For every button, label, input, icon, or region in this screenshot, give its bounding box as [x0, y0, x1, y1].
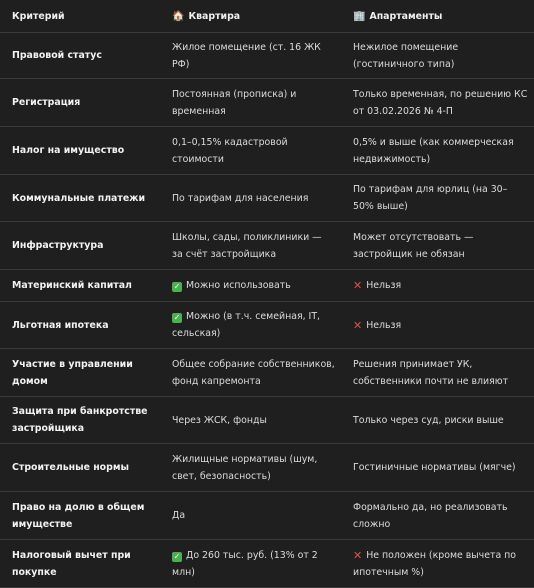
apartments-cell-text: Нельзя: [366, 280, 402, 291]
table-body: [0, 33, 534, 588]
apartment-cell: [160, 33, 341, 79]
apartment-cell: [160, 270, 341, 302]
criterion-cell: Участие в управлении домом: [0, 349, 160, 397]
apartments-cell: [341, 79, 534, 127]
apartment-cell: [160, 492, 341, 540]
criterion-cell: Коммунальные платежи: [0, 175, 160, 222]
apartment-cell: [160, 222, 341, 270]
apartment-cell: [160, 127, 341, 175]
apartments-cell: [341, 349, 534, 397]
header-apartments-label: Апартаменты: [369, 10, 443, 22]
apartments-cell: [341, 127, 534, 175]
criterion-cell: Льготная ипотека: [0, 302, 160, 349]
table-row: [0, 444, 534, 492]
apartment-cell: [160, 444, 341, 492]
apartment-cell-text: По тарифам для населения: [172, 192, 309, 204]
apartment-cell-text: Можно (в т.ч. семейная, IT, сельская): [172, 311, 321, 339]
apartments-cell-text: Только через суд, риски выше: [353, 414, 504, 426]
header-criterion: Критерий: [0, 0, 160, 33]
table-row: [0, 349, 534, 397]
check-icon: ✓: [173, 282, 181, 291]
apartments-cell: [341, 397, 534, 444]
apartments-cell-text: Гостиничные нормативы (мягче): [353, 462, 516, 473]
table-row: [0, 222, 534, 270]
apartment-cell-text: Можно использовать: [186, 280, 291, 291]
criterion-cell: Регистрация: [0, 79, 160, 127]
criterion-cell: Налог на имущество: [0, 127, 160, 175]
apartments-cell-text: Решения принимает УК, собственники почти не влияют: [353, 358, 509, 387]
criterion-cell: Строительные нормы: [0, 444, 160, 492]
apartment-cell: [160, 540, 341, 588]
apartments-cell: [341, 33, 534, 79]
check-icon: ✓: [173, 551, 181, 561]
criterion-cell: Правовой статус: [0, 33, 160, 79]
table-row: [0, 270, 534, 302]
table-row: [0, 540, 534, 588]
header-apartment: [160, 0, 341, 33]
apartments-cell: [341, 175, 534, 222]
apartment-cell-text: Школы, сады, поликлиники — за счёт застройщика: [172, 231, 322, 260]
apartment-cell-text: Постоянная (прописка) и временная: [172, 88, 297, 117]
apartments-cell-text: Формально да, но реализовать сложно: [353, 501, 508, 530]
table-row: [0, 492, 534, 540]
apartment-cell: [160, 397, 341, 444]
apartment-cell: [160, 79, 341, 127]
criterion-cell: Защита при банкротстве застройщика: [0, 397, 160, 444]
apartments-cell: [341, 540, 534, 588]
apartments-cell-text: 0,5% и выше (как коммерческая недвижимость): [353, 136, 514, 165]
criterion-cell: Налоговый вычет при покупке: [0, 540, 160, 588]
cross-icon: ✕: [353, 548, 363, 562]
apartments-cell-text: Только временная, по решению КС от 03.02.2026 № 4-П: [353, 88, 528, 117]
criterion-cell: Право на долю в общем имуществе: [0, 492, 160, 540]
cross-icon: ✕: [353, 279, 363, 292]
apartments-cell: [341, 492, 534, 540]
apartment-cell: [160, 175, 341, 222]
table-row: [0, 127, 534, 175]
table-row: [0, 33, 534, 79]
criterion-cell: Инфраструктура: [0, 222, 160, 270]
apartment-cell-text: До 260 тыс. руб. (13% от 2 млн): [172, 549, 318, 578]
apartment-cell: [160, 349, 341, 397]
check-icon: ✓: [173, 313, 181, 322]
apartment-cell-text: Жилое помещение (ст. 16 ЖК РФ): [172, 41, 321, 70]
apartment-cell: [160, 302, 341, 349]
apartments-cell: [341, 222, 534, 270]
apartment-cell-text: Да: [172, 510, 186, 521]
apartments-cell: [341, 444, 534, 492]
header-apartments: [341, 0, 534, 33]
apartments-cell-text: Нельзя: [366, 319, 402, 331]
table-row: [0, 79, 534, 127]
house-icon: 🏠: [172, 10, 185, 22]
apartments-cell: [341, 270, 534, 302]
apartments-cell-text: Нежилое помещение (гостиничного типа): [353, 41, 459, 70]
apartment-cell-text: Жилищные нормативы (шум, свет, безопасность): [172, 453, 318, 482]
apartment-cell-text: Общее собрание собственников, фонд капремонта: [172, 358, 335, 387]
apartments-cell-text: Может отсутствовать — застройщик не обязан: [353, 231, 474, 260]
office-building-icon: 🏢: [353, 10, 366, 22]
apartment-cell-text: Через ЖСК, фонды: [172, 414, 267, 426]
table-header-row: [0, 0, 534, 33]
apartment-cell-text: 0,1–0,15% кадастровой стоимости: [172, 136, 288, 165]
table-row: [0, 175, 534, 222]
apartments-cell-text: По тарифам для юрлиц (на 30–50% выше): [353, 184, 508, 212]
apartments-cell: [341, 302, 534, 349]
cross-icon: ✕: [353, 318, 363, 332]
criterion-cell: Материнский капитал: [0, 270, 160, 302]
table-row: [0, 397, 534, 444]
apartments-cell-text: Не положен (кроме вычета по ипотечным %): [353, 549, 517, 578]
table-row: [0, 302, 534, 349]
header-apartment-label: Квартира: [188, 10, 241, 22]
